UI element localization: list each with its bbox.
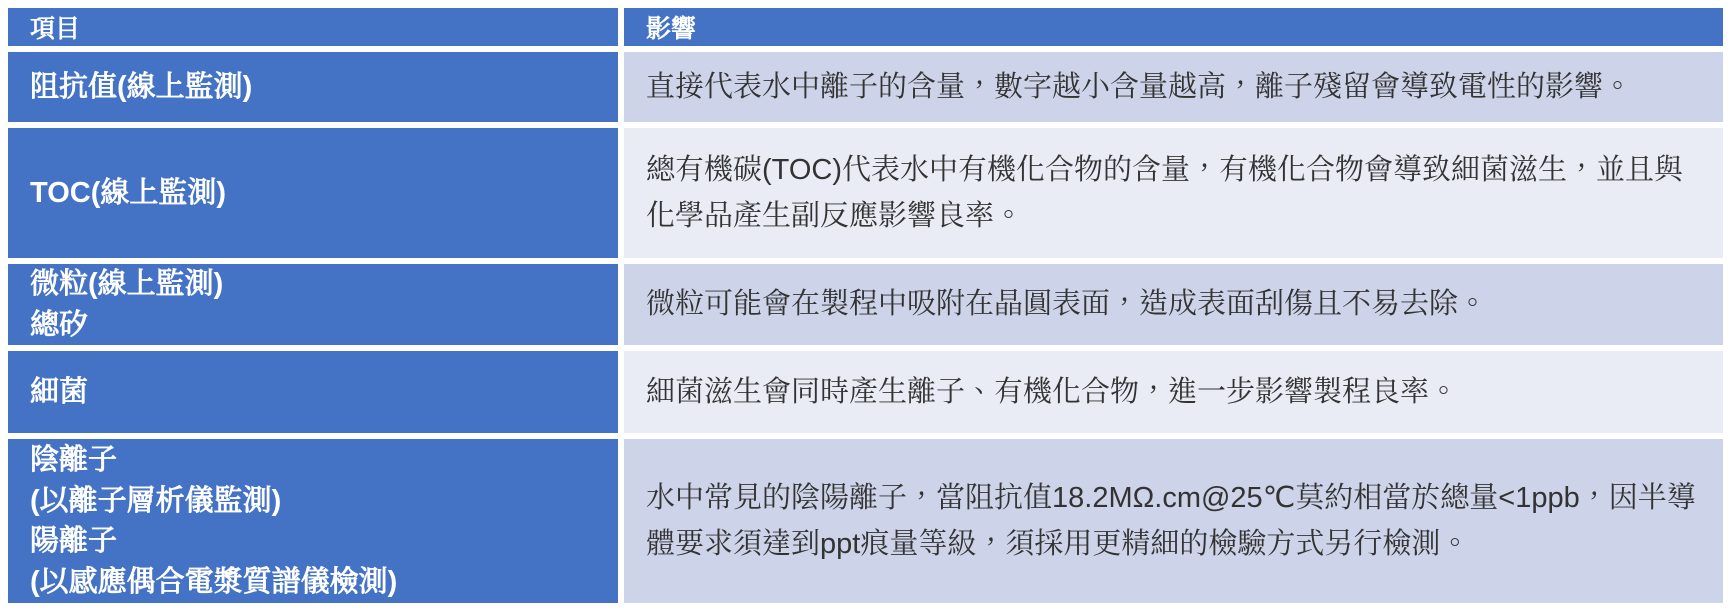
water-quality-impact-table xyxy=(2,2,1729,609)
impact-cell-bacteria: 細菌滋生會同時產生離子、有機化合物，進一步影響製程良率。 xyxy=(624,351,1723,433)
item-line: 細菌 xyxy=(30,375,89,408)
item-cell-ions xyxy=(8,439,618,603)
table-row-impedance xyxy=(8,52,1723,122)
impact-cell-impedance: 直接代表水中離子的含量，數字越小含量越高，離子殘留會導致電性的影響。 xyxy=(624,52,1723,122)
header-row xyxy=(8,8,1723,46)
item-cell-toc xyxy=(8,128,618,258)
item-line: TOC(線上監測) xyxy=(30,176,227,209)
item-line: 總矽 xyxy=(30,308,89,341)
item-line: 微粒(線上監測) xyxy=(30,268,224,300)
item-cell-particles xyxy=(8,264,618,345)
item-cell-bacteria xyxy=(8,351,618,433)
item-line: 阻抗值(線上監測) xyxy=(30,70,253,103)
item-line: (以感應偶合電漿質譜儀檢測) xyxy=(30,565,398,598)
item-line: 陽離子 xyxy=(30,525,118,558)
table-row-toc xyxy=(8,128,1723,258)
item-line: 陰離子 xyxy=(30,444,118,476)
impact-cell-toc: 總有機碳(TOC)代表水中有機化合物的含量，有機化合物會導致細菌滋生，並且與化學品產生副反應影響良率。 xyxy=(624,128,1723,258)
table-row-bacteria xyxy=(8,351,1723,433)
table-row-particles xyxy=(8,264,1723,345)
table-row-ions xyxy=(8,439,1723,603)
impact-cell-ions: 水中常見的陰陽離子，當阻抗值18.2MΩ.cm@25℃莫約相當於總量<1ppb，因半導體要求須達到ppt痕量等級，須採用更精細的檢驗方式另行檢測。 xyxy=(624,439,1723,603)
item-line: (以離子層析儀監測) xyxy=(30,484,282,517)
impact-cell-particles: 微粒可能會在製程中吸附在晶圓表面，造成表面刮傷且不易去除。 xyxy=(624,264,1723,345)
column-header-item: 項目 xyxy=(8,8,618,46)
item-cell-impedance xyxy=(8,52,618,122)
column-header-impact: 影響 xyxy=(624,8,1723,46)
